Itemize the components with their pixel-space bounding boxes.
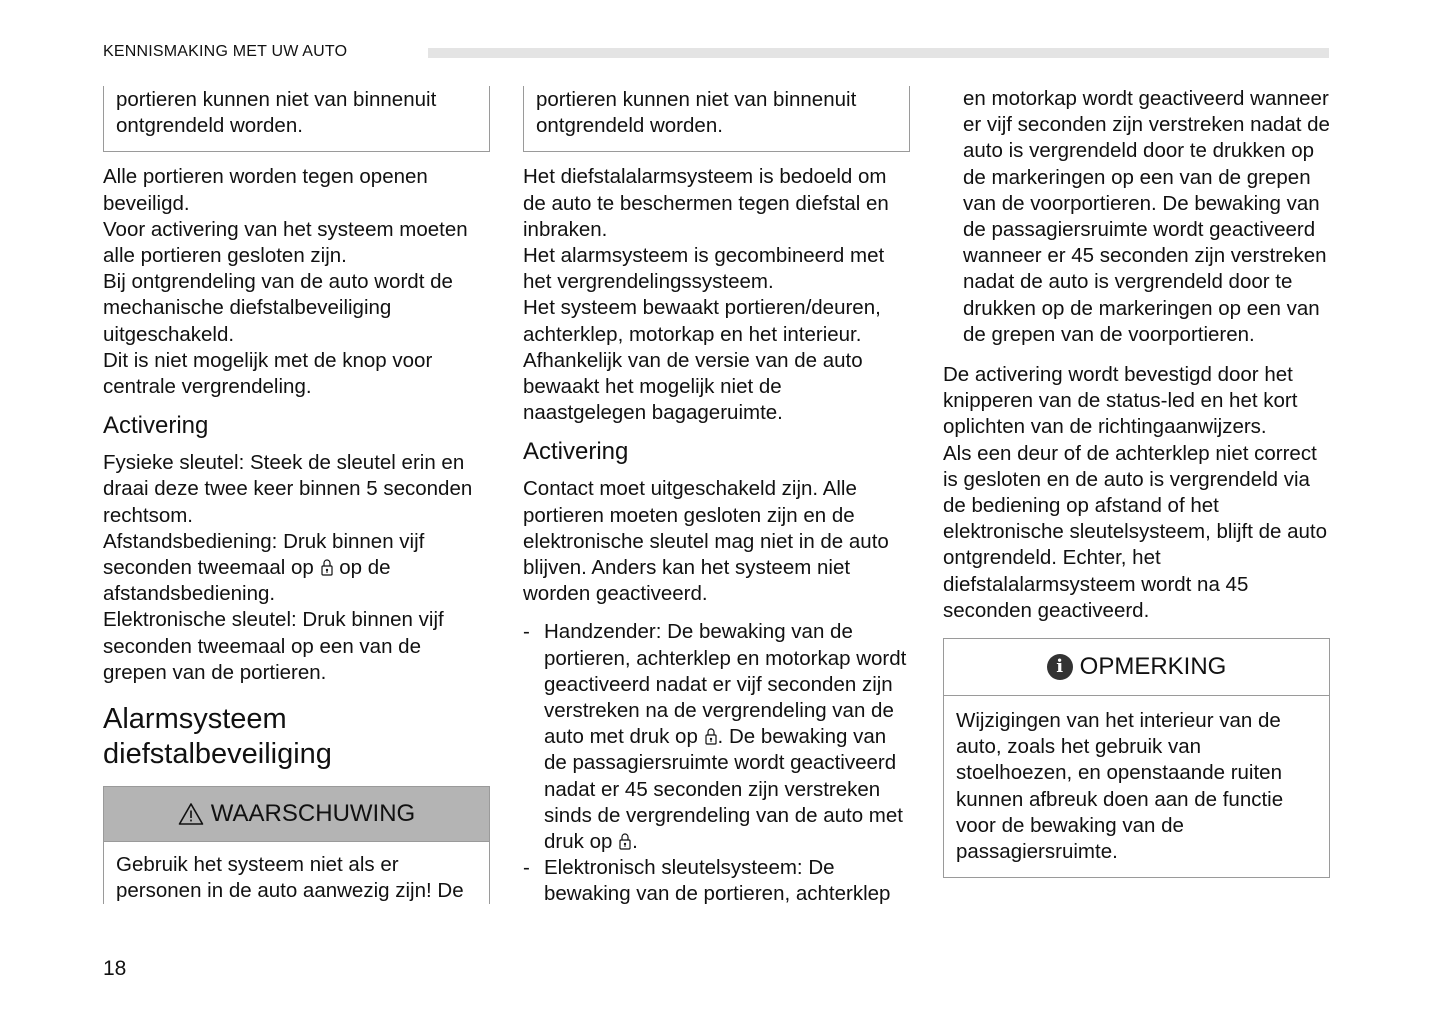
list-item [523,619,910,855]
warning-title: WAARSCHUWING [210,800,416,828]
continued-list-text [943,86,1330,348]
warning-box [103,786,490,904]
header-rule [428,48,1329,58]
paragraph: De activering wordt bevestigd door het knipperen van de status-led en het kort oplichten van de richtingaanwijzers. [943,363,1298,439]
paragraph: Fysieke sleutel: Steek de sleutel erin en draai deze twee keer binnen 5 seconden rechtsom. [103,451,473,527]
note-body [944,696,1329,877]
paragraph: Bij ontgrendeling van de auto wordt de mechanische diefstalbeveiliging uitgeschakeld. [103,270,453,346]
info-icon: i [1047,654,1073,680]
warning-triangle-icon [178,802,204,826]
column-1 [103,86,490,904]
section-heading-alarm: Alarmsysteem diefstalbeveiliging [103,703,332,771]
paragraph: Dit is niet mogelijk met de knop voor centrale vergrendeling. [103,348,433,399]
activation-list [523,619,910,907]
paragraph: Voor activering van het systeem moeten alle portieren gesloten zijn. [103,217,468,268]
column-2 [523,86,910,908]
paragraph: Als een deur of de achterklep niet correct is gesloten en de auto is vergrendeld via de bediening op afstand of het elektronische sleutelsysteem, blijft de auto ontgrendeld. Echter, het diefstalalarmsysteem wordt na 45 seconden geactiveerd. [943,441,1328,622]
paragraph: Alle portieren worden tegen openen beveiligd. [103,165,428,215]
list-item-text: Handzender: De bewaking van de portieren, achterklep en motorkap wordt geactiveerd nadat er vijf seconden zijn verstreken na de vergrendeling van de auto met druk op . De bewaking van de passagiersruimte wordt geactiveerd nadat er 45 seconden zijn verstreken sinds de vergrendeling van de auto met druk op . [544,620,907,854]
paragraph: Afhankelijk van de versie van de auto bewaakt het mogelijk niet de naastgelegen bagageruimte. [523,348,863,425]
note-header [944,639,1329,696]
header-title: KENNISMAKING MET UW AUTO [103,43,348,60]
page-number: 18 [103,957,127,980]
warning-header [104,787,489,842]
note-box [943,638,1330,878]
warning-body [104,842,489,904]
activering-paragraphs [103,450,490,686]
paragraph-remote: Afstandsbediening: Druk binnen vijf seconden tweemaal op op de afstandsbediening. [103,529,425,606]
lock-icon [705,727,717,745]
continued-text: en motorkap wordt geactiveerd wanneer er vijf seconden zijn verstreken nadat de auto is vergrendeld door te drukken op de markeringen op een van de grepen van de voorportieren. De bewaking van de passagiersruimte wordt geactiveerd wanneer er 45 seconden zijn verstreken nadat de auto is vergrendeld door te drukken op de markeringen op een van de grepen van de voorportieren. [963,87,1330,346]
continued-box-text: portieren kunnen niet van binnenuit ontgrendeld worden. [116,88,437,138]
continued-box-text: portieren kunnen niet van binnenuit ontgrendeld worden. [536,88,857,138]
lock-icon [321,558,333,576]
paragraph: Contact moet uitgeschakeld zijn. Alle portieren moeten gesloten zijn en de elektronische sleutel mag niet in de auto blijven. Anders kan het systeem niet worden geactiveerd. [523,477,889,606]
column-3 [943,86,1330,878]
paragraph: Elektronische sleutel: Druk binnen vijf seconden tweemaal op een van de grepen van de portieren. [103,608,444,684]
continued-box [523,86,910,152]
list-dash: - [523,620,530,644]
list-dash: - [523,856,530,880]
intro-paragraphs [103,164,490,400]
continued-box [103,86,490,152]
lock-icon [619,832,631,850]
intro-paragraphs [523,164,910,426]
section-heading-activering: Activering [103,412,209,440]
paragraph: Het systeem bewaakt portieren/deuren, achterklep, motorkap en het interieur. [523,296,881,346]
confirmation-paragraphs [943,362,1330,624]
warning-text: Gebruik het systeem niet als er personen in de auto aanwezig zijn! De [116,853,464,903]
section-heading-activering: Activering [523,438,629,466]
paragraph: Het alarmsysteem is gecombineerd met het vergrendelingssysteem. [523,244,885,294]
note-text: Wijzigingen van het interieur van de auto, zoals het gebruik van stoelhoezen, en openstaande ruiten kunnen afbreuk doen aan de functie voor de bewaking van de passagiersruimte. [956,709,1284,864]
list-item [523,855,910,907]
paragraph: Het diefstalalarmsysteem is bedoeld om de auto te beschermen tegen diefstal en inbraken. [523,165,889,241]
note-title: OPMERKING [1079,653,1227,681]
list-item-text: Elektronisch sleutelsysteem: De bewaking van de portieren, achterklep [544,856,891,906]
